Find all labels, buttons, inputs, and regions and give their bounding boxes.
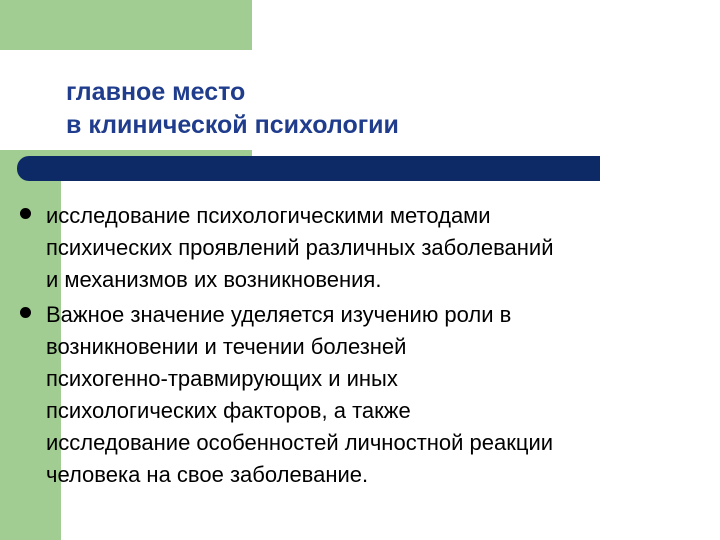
bullet-line: человека на свое заболевание. <box>46 462 369 487</box>
bullet-list <box>20 200 710 494</box>
bullet-line: возникновении и течении болезней <box>46 334 407 359</box>
bullet-line: психологических факторов, а также <box>46 398 411 423</box>
slide-title-line-2: в клинической психологии <box>66 111 399 139</box>
bullet-line: психогенно-травмирующих и иных <box>46 366 398 391</box>
bullet-text <box>46 299 710 491</box>
slide-title-line-1: главное место <box>66 78 246 106</box>
bullet-line: психических проявлений различных заболеваний <box>46 235 554 260</box>
bullet-dot-icon <box>20 208 31 219</box>
bullet-dot-icon <box>20 307 31 318</box>
bullet-line: исследование особенностей личностной реакции <box>46 430 554 455</box>
title-divider-bar <box>17 156 600 181</box>
bullet-item-research-methods <box>20 200 710 296</box>
bullet-item-psychogenic-factors <box>20 299 710 491</box>
bullet-line: исследование психологическими методами <box>46 203 491 228</box>
bullet-text <box>46 200 710 296</box>
slide-title <box>66 76 399 142</box>
bullet-line: Важное значение уделяется изучению роли в <box>46 302 512 327</box>
bullet-line: и механизмов их возникновения. <box>46 267 382 292</box>
